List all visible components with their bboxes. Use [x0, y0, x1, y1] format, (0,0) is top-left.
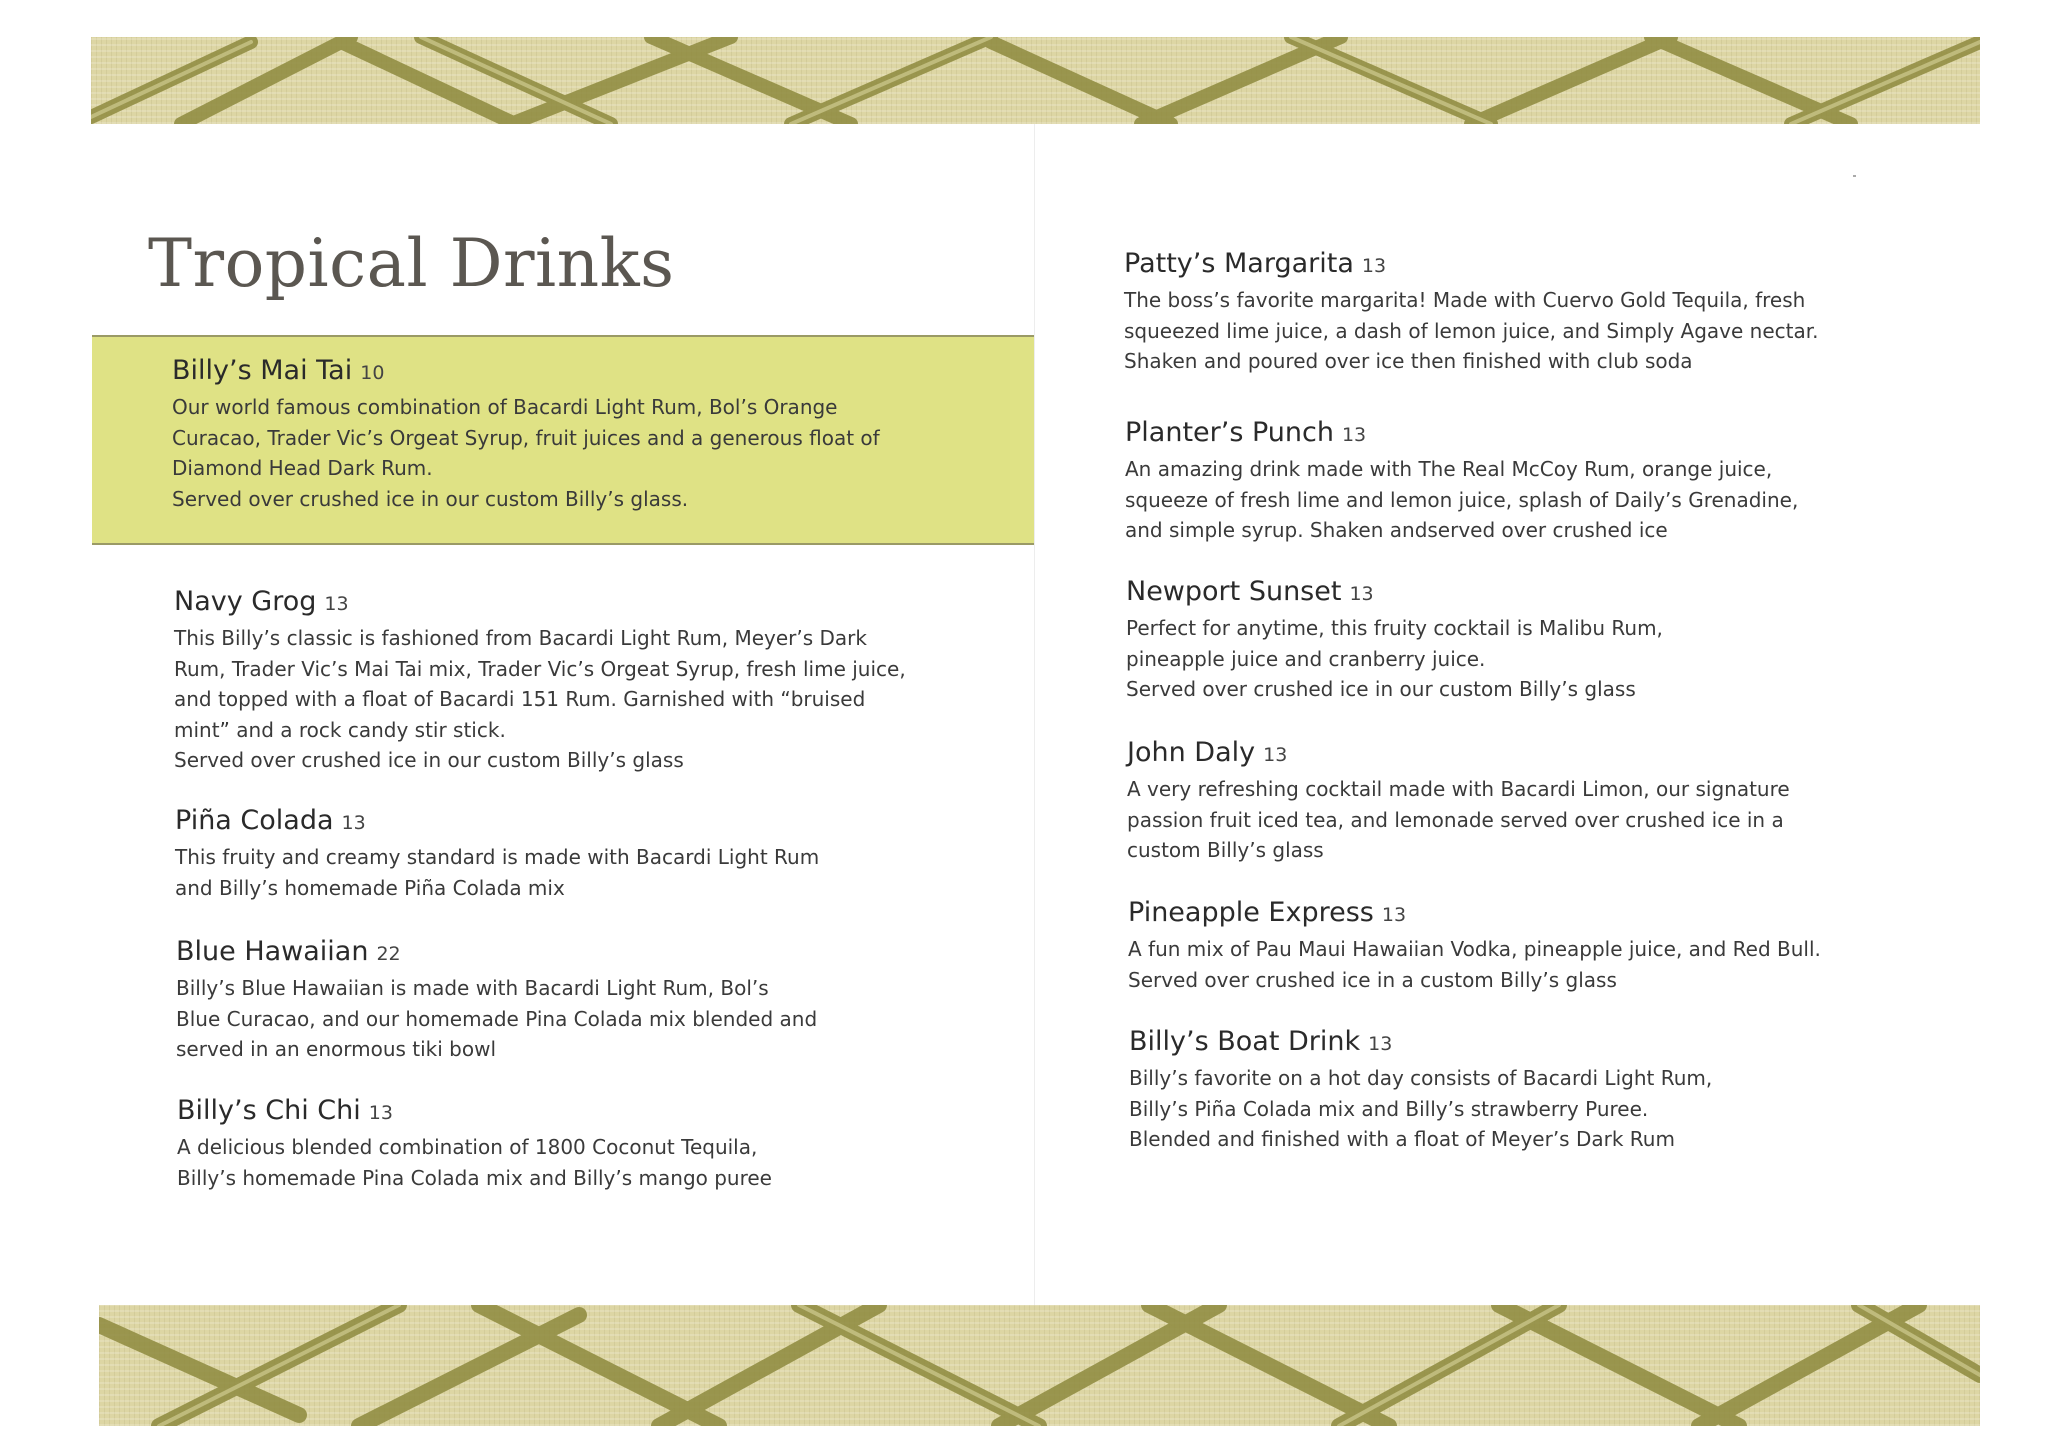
drink-price: 22	[376, 943, 401, 965]
drink-description	[176, 973, 817, 1065]
drink-item-pina-colada	[175, 804, 819, 903]
description-line: Served over crushed ice in our custom Billy’s glass	[174, 748, 684, 772]
drink-description	[174, 623, 906, 776]
drink-price: 13	[1349, 583, 1374, 605]
description-line: Billy’s Piña Colada mix and Billy’s strawberry Puree.	[1129, 1096, 1649, 1121]
description-line: Billy’s Blue Hawaiian is made with Bacardi Light Rum, Bol’s	[176, 976, 769, 1000]
description-line: served in an enormous tiki bowl	[176, 1037, 497, 1061]
drink-price: 13	[1361, 255, 1387, 277]
drink-item-boat-drink	[1129, 1025, 1712, 1155]
drink-description	[1128, 934, 1821, 995]
description-line: and simple syrup. Shaken andserved over crushed ice	[1125, 518, 1668, 542]
drink-name: Pineapple Express	[1128, 897, 1374, 928]
drink-item-newport-sunset	[1126, 575, 1663, 705]
drink-price: 13	[1368, 1033, 1393, 1055]
drink-name-row	[1124, 247, 1819, 283]
drink-name: Billy’s Chi Chi	[177, 1095, 361, 1126]
description-line: and Billy’s homemade Piña Colada mix	[175, 875, 565, 900]
drink-price: 13	[368, 1102, 393, 1124]
bamboo-border-top	[91, 37, 1980, 124]
description-line: custom Billy’s glass	[1127, 838, 1324, 862]
drink-price: 13	[324, 593, 349, 615]
drink-item-blue-hawaiian	[176, 935, 817, 1065]
drink-name: Blue Hawaiian	[176, 936, 369, 967]
description-line: A very refreshing cocktail made with Bacardi Limon, our signature	[1127, 777, 1790, 801]
bamboo-border-bottom	[99, 1305, 1980, 1426]
description-line: Billy’s favorite on a hot day consists of Bacardi Light Rum,	[1129, 1066, 1713, 1090]
drink-name: Planter’s Punch	[1125, 417, 1334, 448]
drink-description	[177, 1132, 772, 1193]
description-line: pineapple juice and cranberry juice.	[1126, 646, 1486, 671]
drink-name-row	[177, 1094, 772, 1130]
drink-name-row	[1126, 575, 1663, 611]
description-line: Served over crushed ice in a custom Billy’s glass	[1128, 967, 1617, 992]
drink-description	[1127, 774, 1790, 866]
drink-price: 10	[360, 362, 385, 384]
drink-item-chi-chi	[177, 1094, 772, 1193]
description-line: passion fruit iced tea, and lemonade served over crushed ice in a	[1127, 807, 1784, 832]
description-line: This fruity and creamy standard is made with Bacardi Light Rum	[175, 845, 820, 869]
scan-speck	[1853, 175, 1856, 177]
description-line: and topped with a float of Bacardi 151 Rum. Garnished with “bruised	[174, 687, 866, 711]
drink-item-john-daly	[1127, 736, 1790, 866]
drink-description	[175, 842, 819, 903]
description-line: Served over crushed ice in our custom Billy’s glass	[1126, 677, 1636, 701]
drink-name: Billy’s Boat Drink	[1129, 1026, 1361, 1057]
drink-price: 13	[341, 812, 366, 834]
drink-name: Piña Colada	[175, 805, 334, 836]
description-line: Perfect for anytime, this fruity cocktail is Malibu Rum,	[1126, 616, 1663, 640]
bamboo-lattice-icon	[99, 1305, 1980, 1426]
drink-item-pineapple-express	[1128, 896, 1821, 995]
description-line: Curacao, Trader Vic’s Orgeat Syrup, fruit juices and a generous float of	[172, 425, 880, 450]
drink-name-row	[1125, 416, 1798, 452]
description-line: mint” and a rock candy stir stick.	[174, 717, 506, 742]
description-line: Rum, Trader Vic’s Mai Tai mix, Trader Vic’s Orgeat Syrup, fresh lime juice,	[174, 656, 906, 681]
description-line: A delicious blended combination of 1800 Coconut Tequila,	[177, 1135, 758, 1159]
description-line: Billy’s homemade Pina Colada mix and Billy’s mango puree	[177, 1165, 772, 1190]
drink-name: Billy’s Mai Tai	[172, 355, 353, 386]
drink-item-pattys-margarita	[1124, 247, 1819, 377]
description-line: An amazing drink made with The Real McCoy Rum, orange juice,	[1125, 457, 1773, 481]
description-line: Shaken and poured over ice then finished with club soda	[1124, 349, 1693, 373]
page-title: Tropical Drinks	[148, 225, 675, 302]
description-line: This Billy’s classic is fashioned from Bacardi Light Rum, Meyer’s Dark	[174, 626, 867, 650]
drink-price: 13	[1263, 744, 1288, 766]
drink-name: Navy Grog	[174, 586, 317, 617]
description-line: Served over crushed ice in our custom Billy’s glass.	[172, 486, 689, 511]
drink-name-row	[172, 354, 880, 390]
drink-name-row	[1129, 1025, 1712, 1061]
drink-name: Patty’s Margarita	[1124, 248, 1354, 279]
drink-description	[1129, 1063, 1712, 1155]
description-line: Diamond Head Dark Rum.	[172, 456, 433, 480]
drink-item-planters-punch	[1125, 416, 1798, 546]
drink-price: 13	[1341, 424, 1367, 446]
bamboo-lattice-icon	[91, 37, 1980, 124]
drink-name: John Daly	[1127, 737, 1256, 768]
drink-description	[1124, 285, 1819, 377]
description-line: Blended and finished with a float of Meyer’s Dark Rum	[1129, 1127, 1675, 1151]
drink-name-row	[175, 804, 819, 840]
description-line: Our world famous combination of Bacardi Light Rum, Bol’s Orange	[172, 395, 838, 419]
drink-description	[1125, 454, 1798, 546]
description-line: squeezed lime juice, a dash of lemon juice, and Simply Agave nectar.	[1124, 318, 1819, 343]
description-line: squeeze of fresh lime and lemon juice, splash of Daily’s Grenadine,	[1125, 487, 1799, 512]
page-fold-divider	[1034, 124, 1035, 1305]
description-line: Blue Curacao, and our homemade Pina Colada mix blended and	[176, 1006, 818, 1031]
description-line: The boss’s favorite margarita! Made with Cuervo Gold Tequila, fresh	[1124, 288, 1806, 312]
description-line: A fun mix of Pau Maui Hawaiian Vodka, pineapple juice, and Red Bull.	[1128, 937, 1821, 961]
drink-name-row	[1128, 896, 1821, 932]
drink-name-row	[176, 935, 817, 971]
drink-name: Newport Sunset	[1126, 576, 1342, 607]
drink-price: 13	[1381, 904, 1407, 926]
featured-drink	[172, 354, 880, 514]
drink-name-row	[174, 585, 906, 621]
drink-description	[1126, 613, 1663, 705]
drink-description	[172, 392, 880, 514]
drink-item-navy-grog	[174, 585, 906, 776]
drink-name-row	[1127, 736, 1790, 772]
